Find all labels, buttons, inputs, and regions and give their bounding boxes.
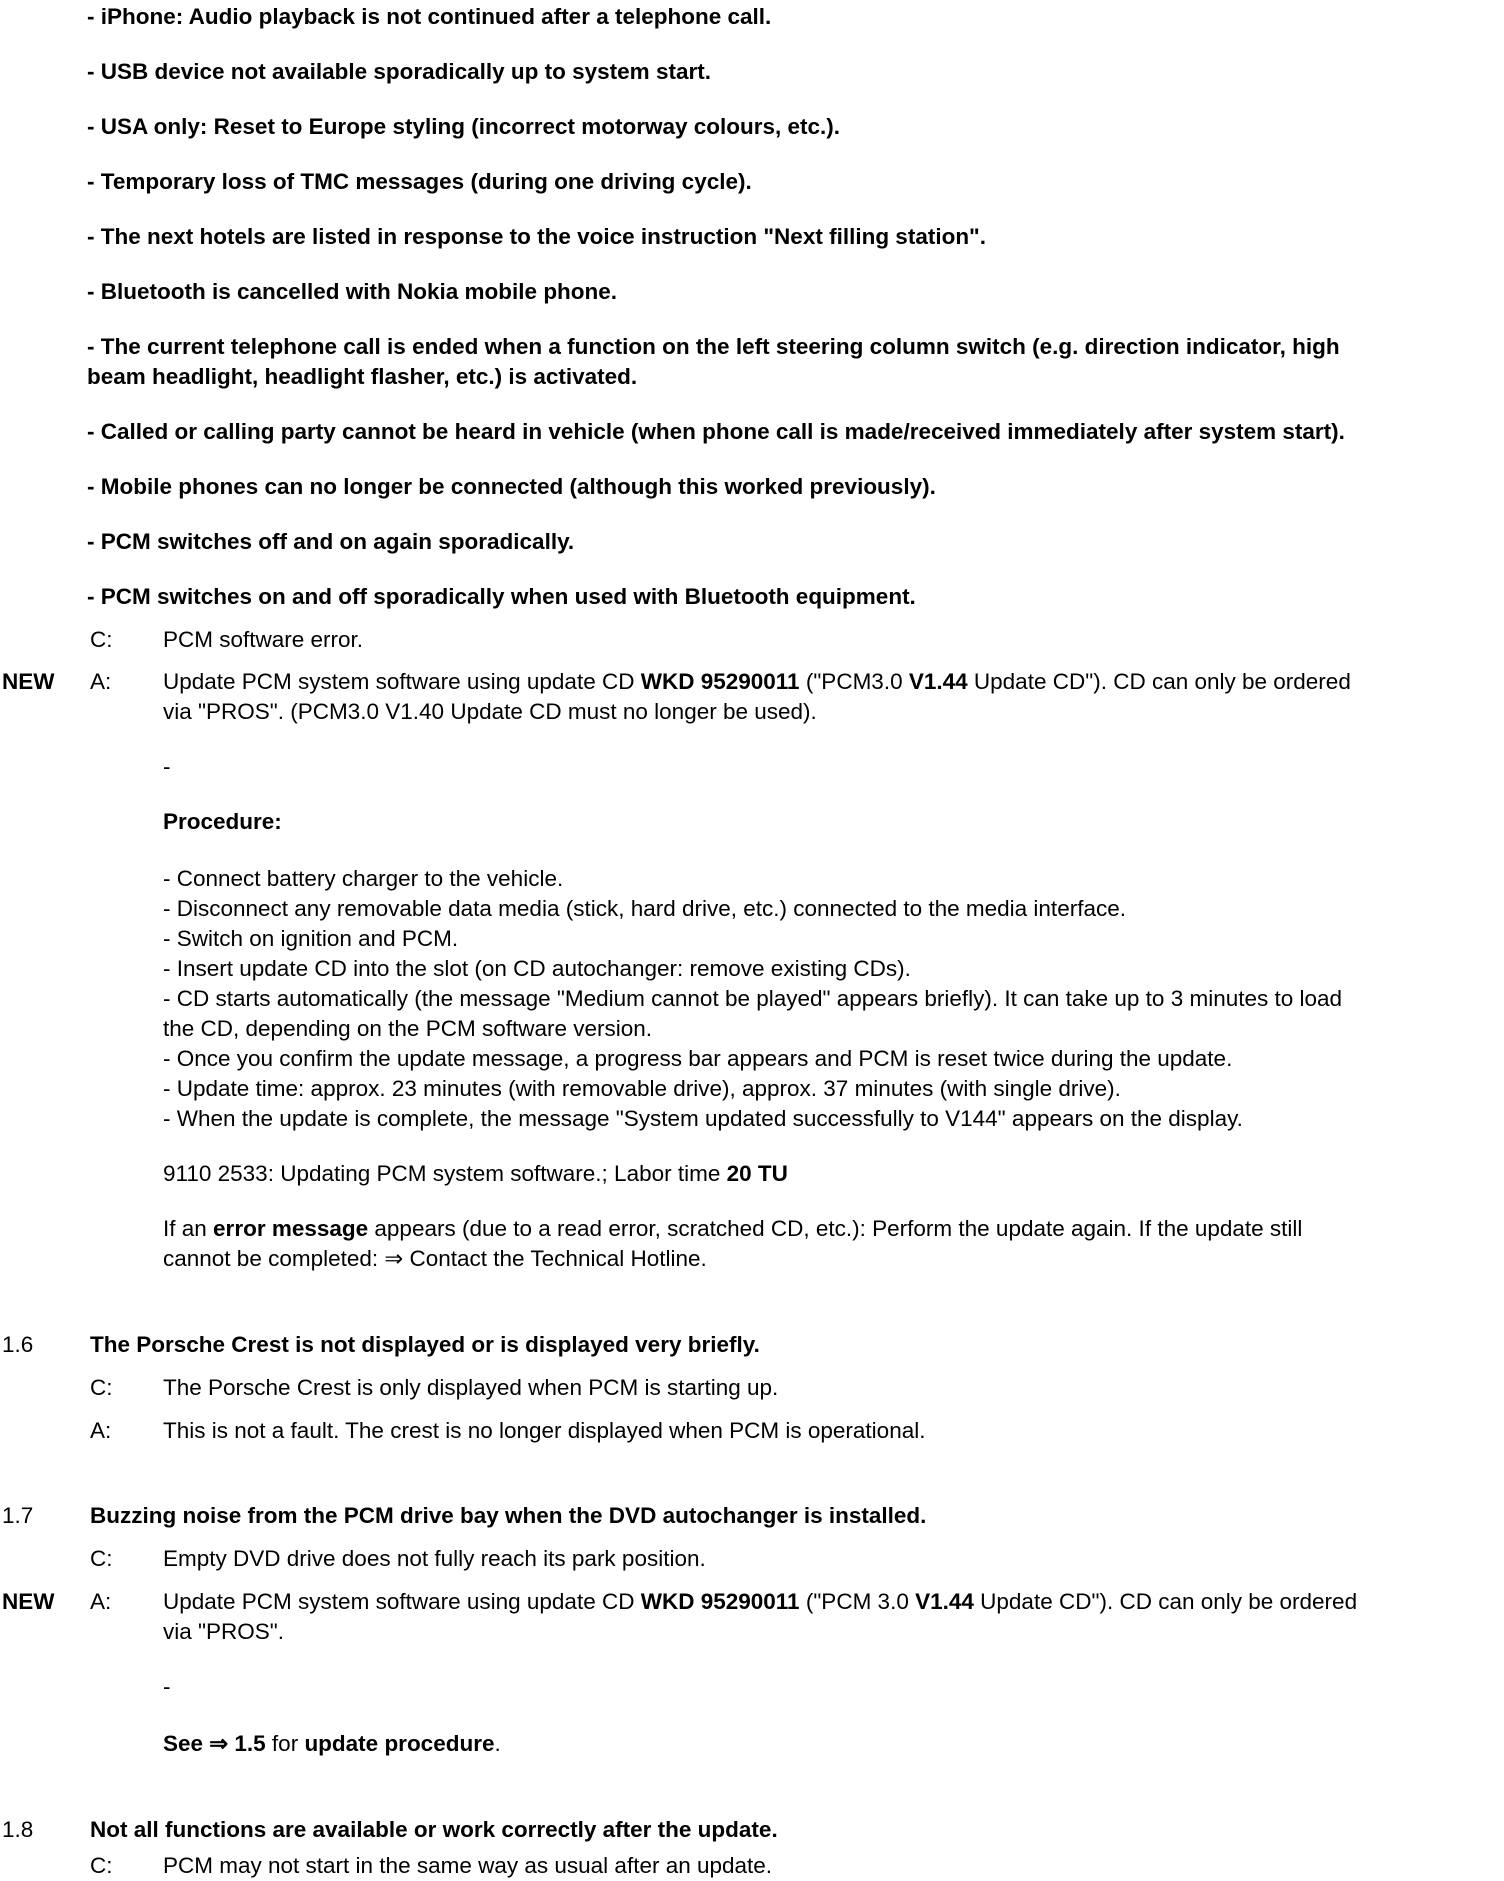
cause-text: PCM may not start in the same way as usual after an update. — [163, 1853, 773, 1878]
cause-text: PCM software error. — [163, 627, 364, 652]
symptom-item: - PCM switches on and off sporadically when used with Bluetooth equipment. — [87, 584, 916, 609]
section-title: Buzzing noise from the PCM drive bay when the DVD autochanger is installed. — [90, 1503, 927, 1528]
symptom-item: beam headlight, headlight flasher, etc.) is activated. — [87, 364, 638, 389]
cause-label: C: — [90, 1375, 113, 1400]
procedure-step: - When the update is complete, the message "System updated successfully to V144" appears on the display. — [163, 1106, 1243, 1131]
labor-time: 9110 2533: Updating PCM system software.; Labor time 20 TU — [163, 1161, 788, 1186]
action-text: via "PROS". (PCM3.0 V1.40 Update CD must no longer be used). — [163, 699, 817, 724]
action-text: via "PROS". — [163, 1619, 285, 1644]
symptom-item: - The current telephone call is ended when a function on the left steering column switch (e.g. direction indicator, high — [87, 334, 1340, 359]
cause-label: C: — [90, 1546, 113, 1571]
action-label: A: — [90, 1418, 112, 1443]
cause-label: C: — [90, 1853, 113, 1878]
cause-label: C: — [90, 627, 113, 652]
dash: - — [163, 754, 171, 779]
symptom-item: - The next hotels are listed in response to the voice instruction "Next filling station". — [87, 224, 986, 249]
section-title: Not all functions are available or work correctly after the update. — [90, 1817, 778, 1842]
see-reference: See ⇒ 1.5 for update procedure. — [163, 1731, 501, 1756]
section-title: The Porsche Crest is not displayed or is displayed very briefly. — [90, 1332, 760, 1357]
action-text: Update PCM system software using update CD WKD 95290011 ("PCM3.0 V1.44 Update CD"). CD can only be ordered — [163, 669, 1351, 694]
section-number: 1.7 — [2, 1503, 34, 1528]
symptom-item: - Mobile phones can no longer be connected (although this worked previously). — [87, 474, 936, 499]
symptom-item: - PCM switches off and on again sporadically. — [87, 529, 575, 554]
new-badge: NEW — [2, 669, 55, 694]
procedure-step: - Insert update CD into the slot (on CD autochanger: remove existing CDs). — [163, 956, 911, 981]
symptom-item: - USA only: Reset to Europe styling (incorrect motorway colours, etc.). — [87, 114, 841, 139]
procedure-step: - CD starts automatically (the message "Medium cannot be played" appears briefly). It can take up to 3 minutes to load — [163, 986, 1343, 1011]
action-text: Update PCM system software using update CD WKD 95290011 ("PCM 3.0 V1.44 Update CD"). CD can only be ordered — [163, 1589, 1358, 1614]
procedure-title: Procedure: — [163, 809, 282, 834]
action-label: A: — [90, 1589, 112, 1614]
procedure-step: - Update time: approx. 23 minutes (with removable drive), approx. 37 minutes (with single drive). — [163, 1076, 1121, 1101]
procedure-step: - Connect battery charger to the vehicle. — [163, 866, 564, 891]
action-text: This is not a fault. The crest is no longer displayed when PCM is operational. — [163, 1418, 926, 1443]
section-number: 1.8 — [2, 1817, 34, 1842]
procedure-step: - Disconnect any removable data media (stick, hard drive, etc.) connected to the media interface. — [163, 896, 1126, 921]
symptom-item: - USB device not available sporadically up to system start. — [87, 59, 711, 84]
cause-text: Empty DVD drive does not fully reach its park position. — [163, 1546, 706, 1571]
action-label: A: — [90, 669, 112, 694]
symptom-item: - Called or calling party cannot be heard in vehicle (when phone call is made/received immediately after system start). — [87, 419, 1345, 444]
error-note: If an error message appears (due to a read error, scratched CD, etc.): Perform the update again. If the update still — [163, 1216, 1303, 1241]
procedure-step: - Once you confirm the update message, a progress bar appears and PCM is reset twice during the update. — [163, 1046, 1233, 1071]
dash: - — [163, 1674, 171, 1699]
symptom-item: - iPhone: Audio playback is not continued after a telephone call. — [87, 4, 772, 29]
procedure-step: the CD, depending on the PCM software version. — [163, 1016, 653, 1041]
cause-text: The Porsche Crest is only displayed when PCM is starting up. — [163, 1375, 779, 1400]
section-number: 1.6 — [2, 1332, 34, 1357]
procedure-step: - Switch on ignition and PCM. — [163, 926, 459, 951]
symptom-item: - Temporary loss of TMC messages (during one driving cycle). — [87, 169, 752, 194]
symptom-item: - Bluetooth is cancelled with Nokia mobile phone. — [87, 279, 618, 304]
error-note: cannot be completed: ⇒ Contact the Technical Hotline. — [163, 1246, 707, 1271]
new-badge: NEW — [2, 1589, 55, 1614]
